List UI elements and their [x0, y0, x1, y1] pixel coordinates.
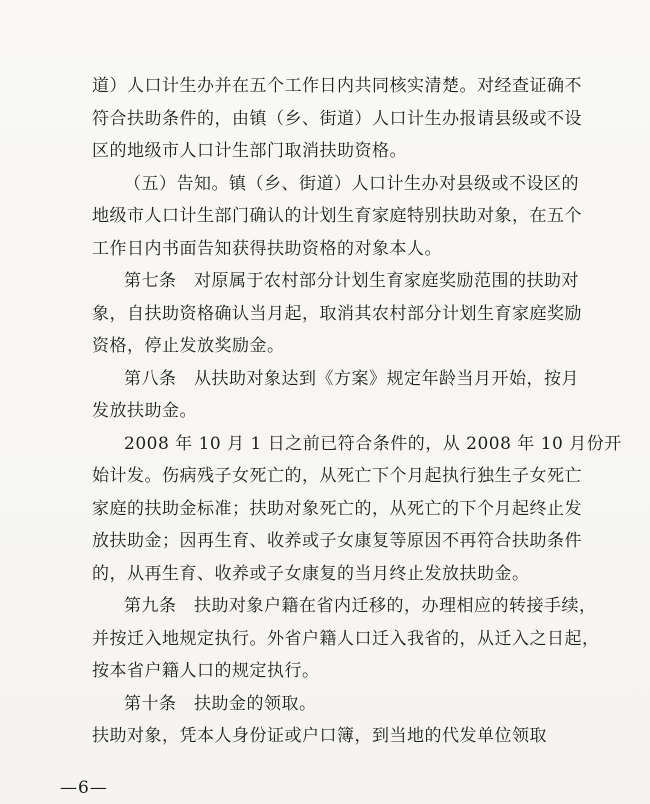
- text-line: 始计发。伤病残子女死亡的，从死亡下个月起执行独生子女死亡: [92, 466, 582, 486]
- text-line: 区的地级市人口计生部门取消扶助资格。: [92, 141, 407, 161]
- text-line: （五）告知。镇（乡、街道）人口计生办对县级或不设区的: [124, 174, 579, 194]
- page-number: —6—: [60, 778, 108, 798]
- text-line: 的，从再生育、收养或子女康复的当月终止发放扶助金。: [92, 564, 530, 584]
- text-line: 工作日内书面告知获得扶助资格的对象本人。: [92, 239, 442, 259]
- text-line: 按本省户籍人口的规定执行。: [92, 661, 320, 681]
- text-line: 资格，停止发放奖励金。: [92, 336, 285, 356]
- text-line: 家庭的扶助金标准；扶助对象死亡的，从死亡的下个月起终止发: [92, 499, 582, 519]
- text-line: 地级市人口计生部门确认的计划生育家庭特别扶助对象，在五个: [92, 206, 582, 226]
- text-line: 并按迁入地规定执行。外省户籍人口迁入我省的，从迁入之日起，: [92, 629, 600, 649]
- article-8-heading-line: 第八条 从扶助对象达到《方案》规定年龄当月开始，按月: [124, 369, 579, 389]
- text-line: 象，自扶助资格确认当月起，取消其农村部分计划生育家庭奖励: [92, 304, 582, 324]
- article-9-heading-line: 第九条 扶助对象户籍在省内迁移的，办理相应的转接手续，: [124, 596, 597, 616]
- text-line: 道）人口计生办并在五个工作日内共同核实清楚。对经查证确不: [92, 76, 582, 96]
- article-10-heading-line: 第十条 扶助金的领取。: [124, 694, 317, 714]
- text-line: 2008 年 10 月 1 日之前已符合条件的，从 2008 年 10 月份开: [124, 434, 622, 454]
- article-7-heading-line: 第七条 对原属于农村部分计划生育家庭奖励范围的扶助对: [124, 271, 579, 291]
- text-line: 发放扶助金。: [92, 401, 197, 421]
- text-line: 符合扶助条件的，由镇（乡、街道）人口计生办报请县级或不设: [92, 109, 582, 129]
- text-line: 放扶助金；因再生育、收养或子女康复等原因不再符合扶助条件: [92, 531, 582, 551]
- text-line: 扶助对象，凭本人身份证或户口簿，到当地的代发单位领取: [92, 726, 547, 746]
